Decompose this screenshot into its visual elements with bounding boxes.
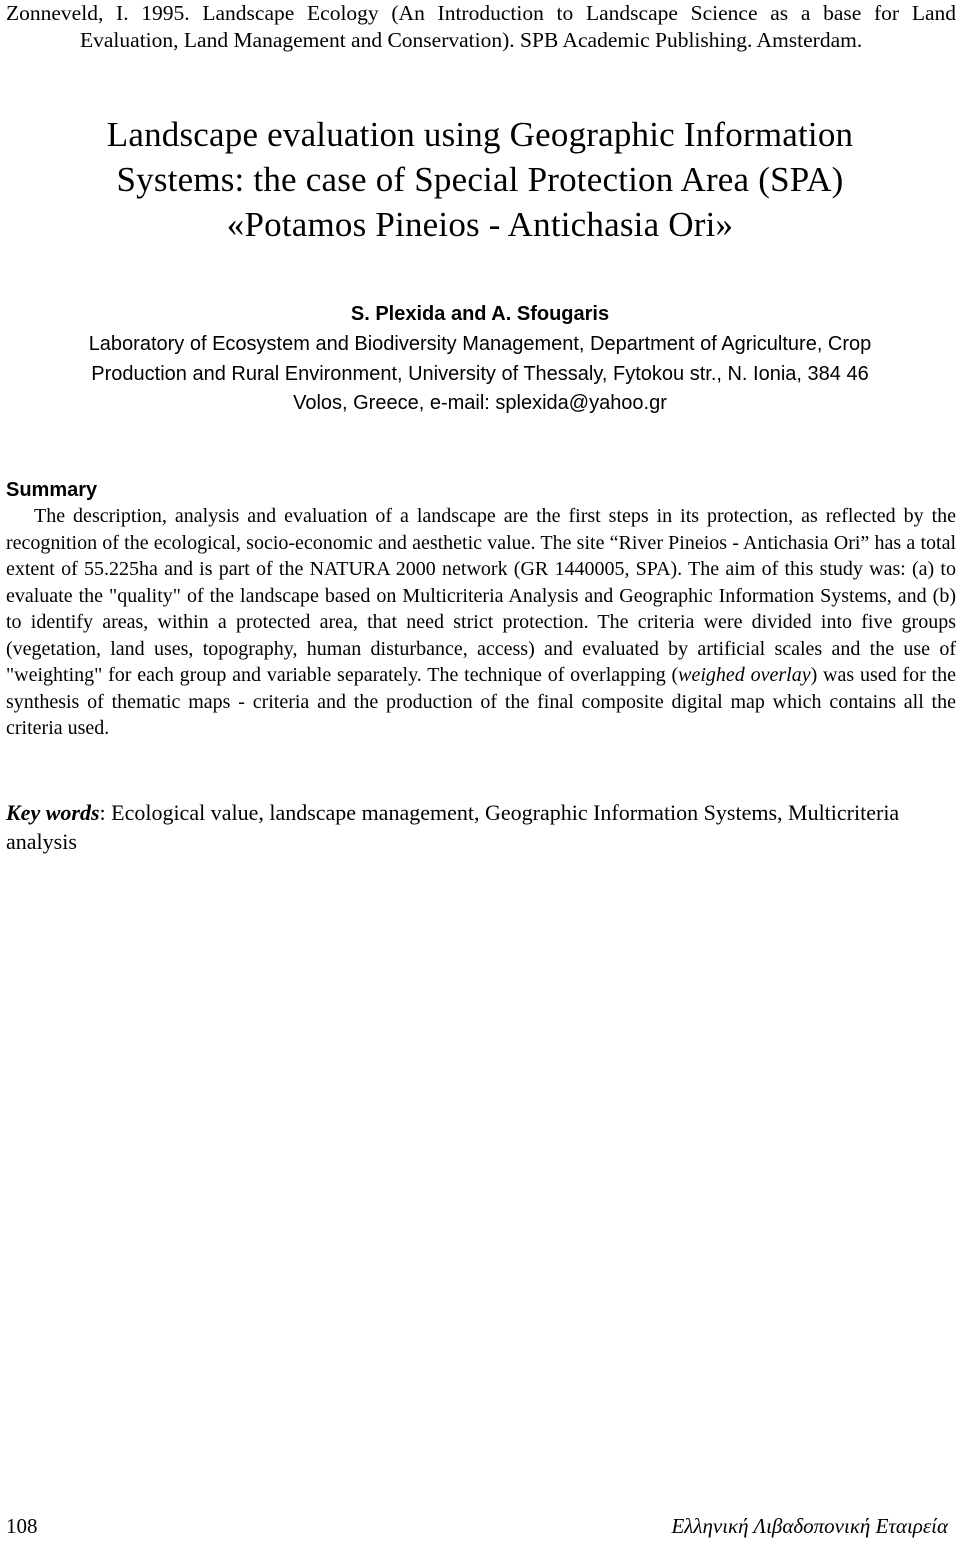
paper-title-line: «Potamos Pineios - Antichasia Ori» xyxy=(226,205,734,244)
affiliation-line: Volos, Greece, e-mail: splexida@yahoo.gr xyxy=(293,392,667,414)
keywords-text: Ecological value, landscape management, Geographic Information Systems, Multicriteria analysis xyxy=(6,800,900,854)
affiliation-line: Production and Rural Environment, University of Thessaly, Fytokou str., N. Ionia, 384 46 xyxy=(91,362,869,385)
author-affiliation xyxy=(0,330,960,419)
reference-entry: Zonneveld, I. 1995. Landscape Ecology (An Introduction to Landscape Science as a base for Land Evaluation, Land Management and Conservation). SPB Academic Publishing. Amsterdam. xyxy=(6,1,956,52)
paper-title-line: Systems: the case of Special Protection Area (SPA) xyxy=(116,160,844,199)
paper-title xyxy=(0,112,960,247)
page-number: 108 xyxy=(6,1514,38,1538)
footer-society-name: Ελληνική Λιβαδοπονική Εταιρεία xyxy=(671,1514,948,1538)
summary-text: ) was used for the synthesis of thematic maps - criteria and the production of the final composite digital map which contains all the criteria used. xyxy=(6,664,956,739)
author-list: S. Plexida and A. Sfougaris xyxy=(350,303,610,325)
summary-italic-term: weighed overlay xyxy=(678,664,811,686)
summary-paragraph xyxy=(6,503,956,742)
paper-title-line: Landscape evaluation using Geographic Information xyxy=(106,115,854,154)
keywords-label: Key words xyxy=(6,800,100,825)
summary-heading: Summary xyxy=(6,479,98,501)
keywords-separator: : xyxy=(99,800,106,825)
keywords-line xyxy=(6,798,956,856)
summary-text: The description, analysis and evaluation of a landscape are the first steps in its protection, as reflected by the recognition of the ecological, socio-economic and aesthetic value. The site “River Pineios - Antichasia Ori” has a total extent of 55.225ha and is part of the NATURA 2000 network (GR 1440005, SPA). The aim of this study was: (a) to evaluate the "quality" of the landscape based on Multicriteria Analysis and Geographic Information Systems, and (b) to identify areas, within a protected area, that need strict protection. The criteria were divided into five groups (vegetation, land uses, topography, human disturbance, access) and evaluated by artificial scales and the use of "weighting" for each group and variable separately. The technique of overlapping ( xyxy=(6,505,956,686)
affiliation-line: Laboratory of Ecosystem and Biodiversity Management, Department of Agriculture, Crop xyxy=(88,333,872,355)
